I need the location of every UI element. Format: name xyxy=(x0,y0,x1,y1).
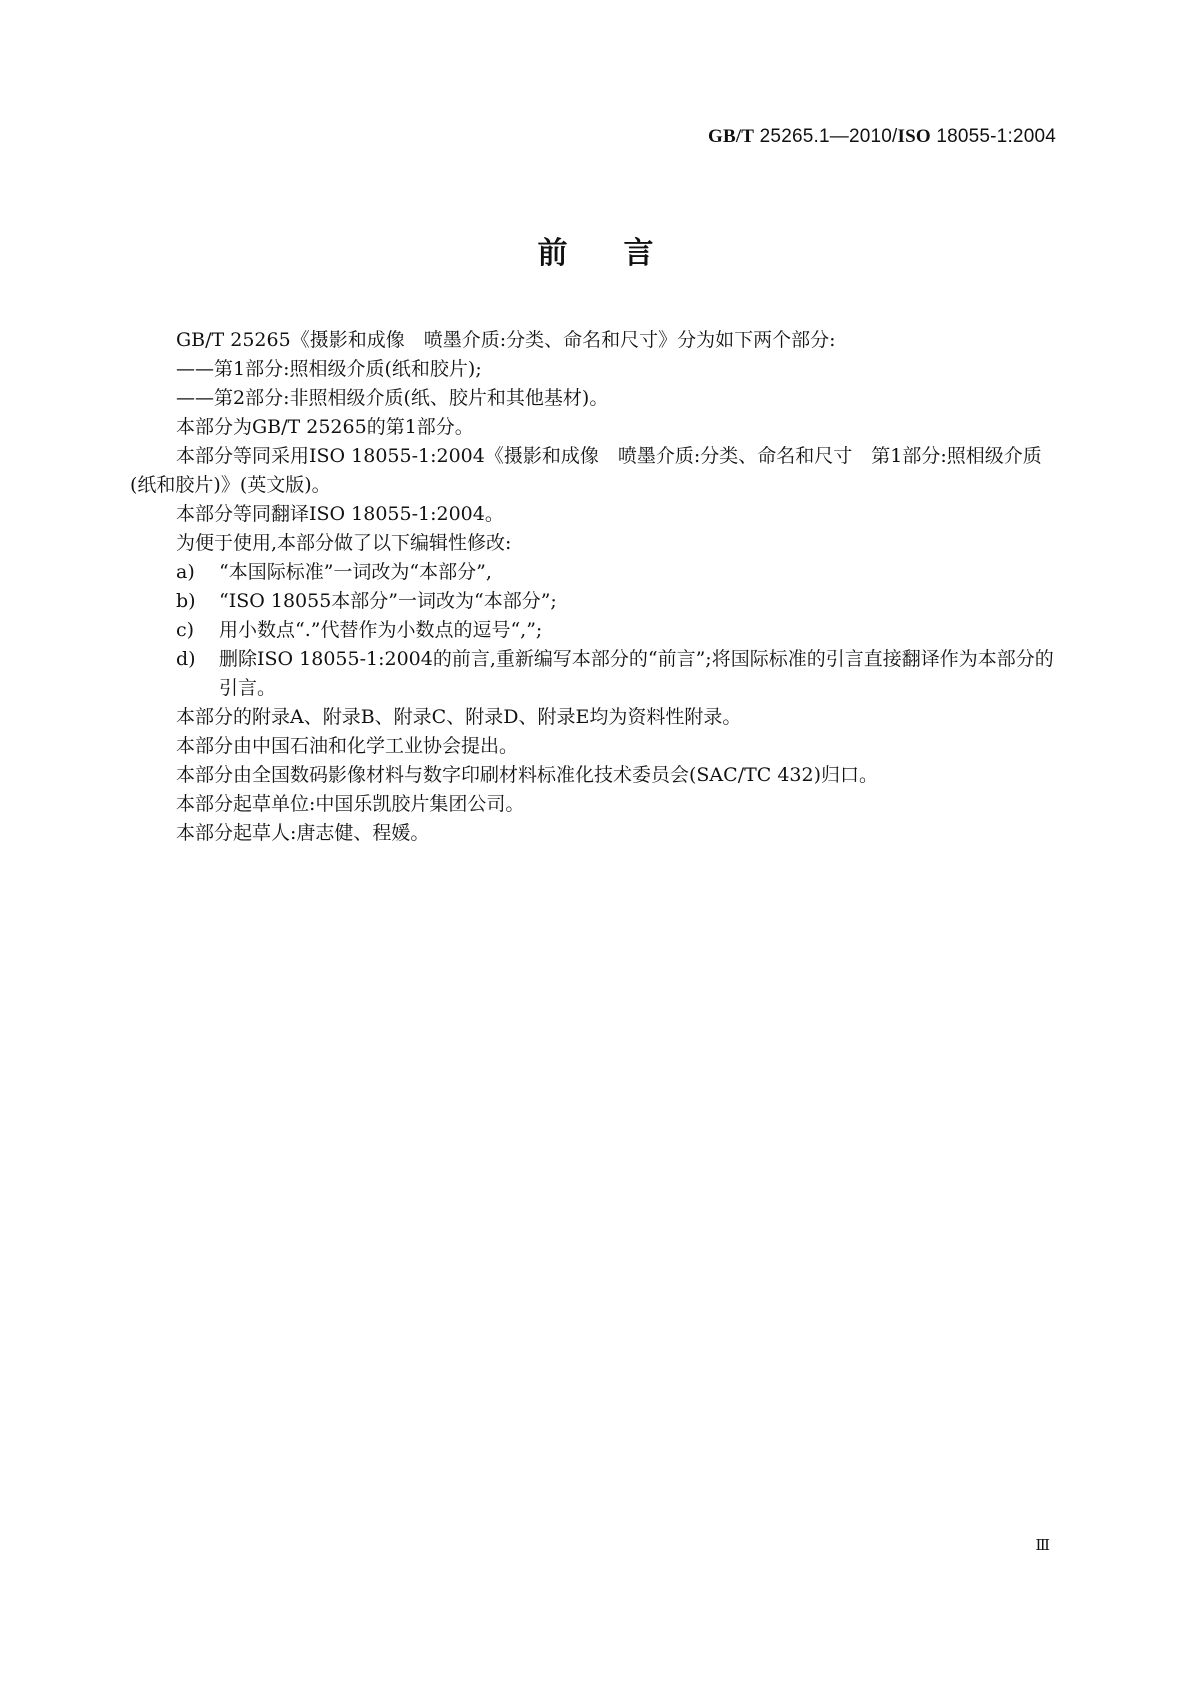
edit-text-a: “本国际标准”一词改为“本部分”, xyxy=(219,561,492,583)
edit-item-a xyxy=(130,558,1060,587)
edit-marker-c: c) xyxy=(176,619,195,641)
edit-text-c: 用小数点“.”代替作为小数点的逗号“,”; xyxy=(219,619,543,641)
edit-item-d xyxy=(130,645,1060,703)
edit-text-b: “ISO 18055本部分”一词改为“本部分”; xyxy=(219,590,557,612)
edit-text-d: 删除ISO 18055-1:2004的前言,重新编写本部分的“前言”;将国际标准的引言直接翻译作为本部分的引言。 xyxy=(219,648,1054,699)
page-title: 前言 xyxy=(537,236,710,271)
translation-statement: 本部分等同翻译ISO 18055-1:2004。 xyxy=(176,503,504,525)
appendix-statement: 本部分的附录A、附录B、附录C、附录D、附录E均为资料性附录。 xyxy=(176,706,742,728)
part-2-item: ——第2部分:非照相级介质(纸、胶片和其他基材)。 xyxy=(176,387,609,409)
standard-code-iso-number: 18055-1:2004 xyxy=(930,126,1056,147)
part-statement: 本部分为GB/T 25265的第1部分。 xyxy=(176,416,474,438)
edits-intro: 为便于使用,本部分做了以下编辑性修改: xyxy=(176,532,512,554)
proposer-statement: 本部分由中国石油和化学工业协会提出。 xyxy=(176,735,519,757)
standard-code-prefix: GB/T xyxy=(707,126,755,147)
edit-marker-a: a) xyxy=(176,561,195,583)
committee-statement: 本部分由全国数码影像材料与数字印刷材料标准化技术委员会(SAC/TC 432)归口。 xyxy=(176,764,879,786)
standard-code-iso: ISO xyxy=(897,126,931,147)
page-number: Ⅲ xyxy=(1035,1536,1050,1554)
foreword-body xyxy=(130,326,1060,848)
edit-item-b xyxy=(130,587,1060,616)
intro-paragraph: GB/T 25265《摄影和成像 喷墨介质:分类、命名和尺寸》分为如下两个部分: xyxy=(176,329,836,351)
standard-code xyxy=(708,126,1056,148)
edit-marker-b: b) xyxy=(176,590,196,612)
edit-marker-d: d) xyxy=(176,648,196,670)
edit-item-c xyxy=(130,616,1060,645)
adoption-statement: 本部分等同采用ISO 18055-1:2004《摄影和成像 喷墨介质:分类、命名和尺寸 第1部分:照相级介质(纸和胶片)》(英文版)。 xyxy=(130,445,1042,496)
part-1-item: ——第1部分:照相级介质(纸和胶片); xyxy=(176,358,482,380)
drafting-unit-statement: 本部分起草单位:中国乐凯胶片集团公司。 xyxy=(176,793,525,815)
drafters-statement: 本部分起草人:唐志健、程媛。 xyxy=(176,822,430,844)
standard-code-number: 25265.1—2010/ xyxy=(754,126,898,147)
